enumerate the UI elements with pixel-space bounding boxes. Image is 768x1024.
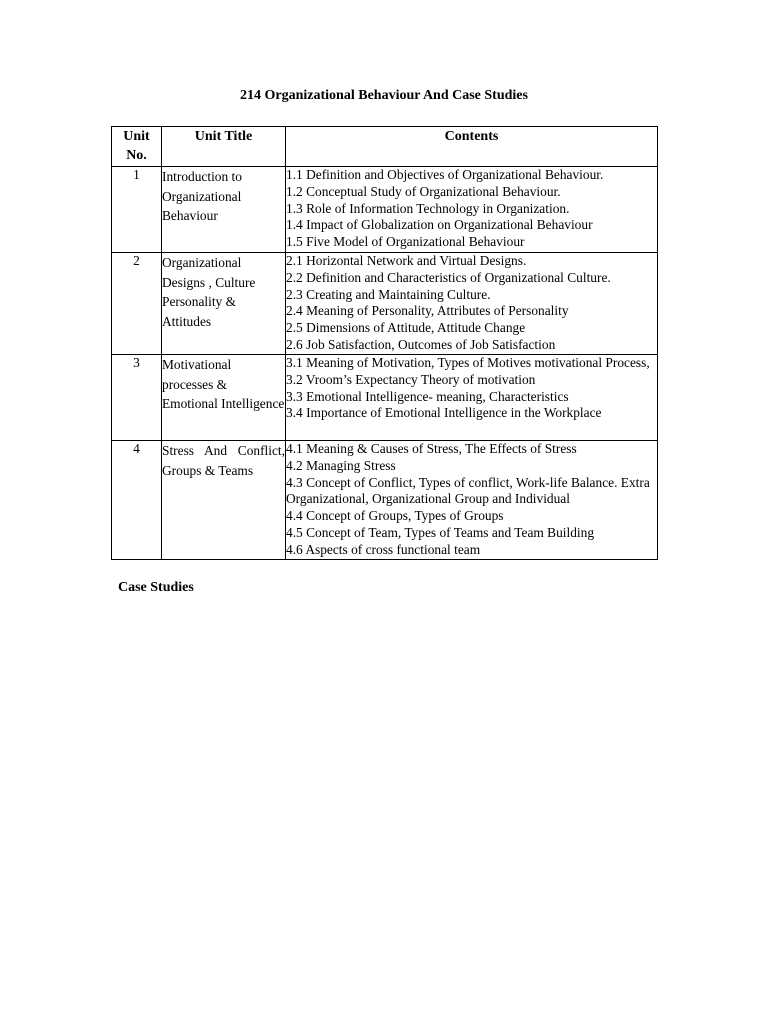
content-item: 4.4 Concept of Groups, Types of Groups bbox=[286, 508, 504, 524]
table-row bbox=[112, 441, 658, 560]
unit-contents bbox=[286, 441, 658, 560]
unit-title: Motivational processes & Emotional Intelligence bbox=[162, 355, 286, 441]
table-header-row bbox=[112, 127, 658, 167]
content-item: 4.2 Managing Stress bbox=[286, 457, 396, 473]
unit-contents bbox=[286, 167, 658, 253]
content-item: 2.6 Job Satisfaction, Outcomes of Job Satisfaction bbox=[286, 336, 556, 352]
header-unit-title: Unit Title bbox=[162, 127, 286, 167]
table-row bbox=[112, 253, 658, 355]
content-item: 4.6 Aspects of cross functional team bbox=[286, 541, 481, 557]
content-item: 4.3 Concept of Conflict, Types of conflict, Work-life Balance. Extra Organizational, Organizational Group and Individual bbox=[286, 474, 650, 507]
content-item: 2.4 Meaning of Personality, Attributes of Personality bbox=[286, 303, 569, 319]
unit-contents bbox=[286, 253, 658, 355]
unit-title: Organizational Designs , Culture Personality & Attitudes bbox=[162, 253, 286, 355]
content-item: 3.1 Meaning of Motivation, Types of Motives motivational Process, bbox=[286, 355, 650, 370]
unit-contents bbox=[286, 355, 658, 441]
content-item: 1.1 Definition and Objectives of Organizational Behaviour. bbox=[286, 167, 604, 182]
unit-number: 3 bbox=[112, 355, 162, 441]
content-item: 4.5 Concept of Team, Types of Teams and Team Building bbox=[286, 524, 595, 540]
content-item: 1.3 Role of Information Technology in Organization. bbox=[286, 200, 570, 216]
header-unit-no: Unit No. bbox=[112, 127, 162, 167]
content-item: 2.2 Definition and Characteristics of Organizational Culture. bbox=[286, 269, 611, 285]
table-row bbox=[112, 355, 658, 441]
case-studies-heading: Case Studies bbox=[118, 580, 194, 595]
header-contents: Contents bbox=[286, 127, 658, 167]
page-title: 214 Organizational Behaviour And Case Studies bbox=[240, 88, 528, 103]
content-item: 3.4 Importance of Emotional Intelligence in the Workplace bbox=[286, 405, 602, 421]
content-item: 1.5 Five Model of Organizational Behaviour bbox=[286, 234, 525, 250]
content-item: 1.4 Impact of Globalization on Organizational Behaviour bbox=[286, 217, 593, 233]
syllabus-table bbox=[111, 126, 658, 560]
content-item: 3.3 Emotional Intelligence- meaning, Characteristics bbox=[286, 388, 569, 404]
content-item: 2.3 Creating and Maintaining Culture. bbox=[286, 286, 491, 302]
table-row bbox=[112, 167, 658, 253]
unit-number: 1 bbox=[112, 167, 162, 253]
unit-number: 2 bbox=[112, 253, 162, 355]
content-item: 3.2 Vroom’s Expectancy Theory of motivation bbox=[286, 371, 536, 387]
content-item: 4.1 Meaning & Causes of Stress, The Effects of Stress bbox=[286, 441, 577, 456]
content-item: 2.5 Dimensions of Attitude, Attitude Change bbox=[286, 320, 526, 336]
unit-number: 4 bbox=[112, 441, 162, 560]
content-item: 2.1 Horizontal Network and Virtual Designs. bbox=[286, 253, 527, 268]
unit-title: Introduction to Organizational Behaviour bbox=[162, 167, 286, 253]
unit-title: Stress And Conflict, Groups & Teams bbox=[162, 441, 286, 560]
content-item: 1.2 Conceptual Study of Organizational Behaviour. bbox=[286, 183, 561, 199]
